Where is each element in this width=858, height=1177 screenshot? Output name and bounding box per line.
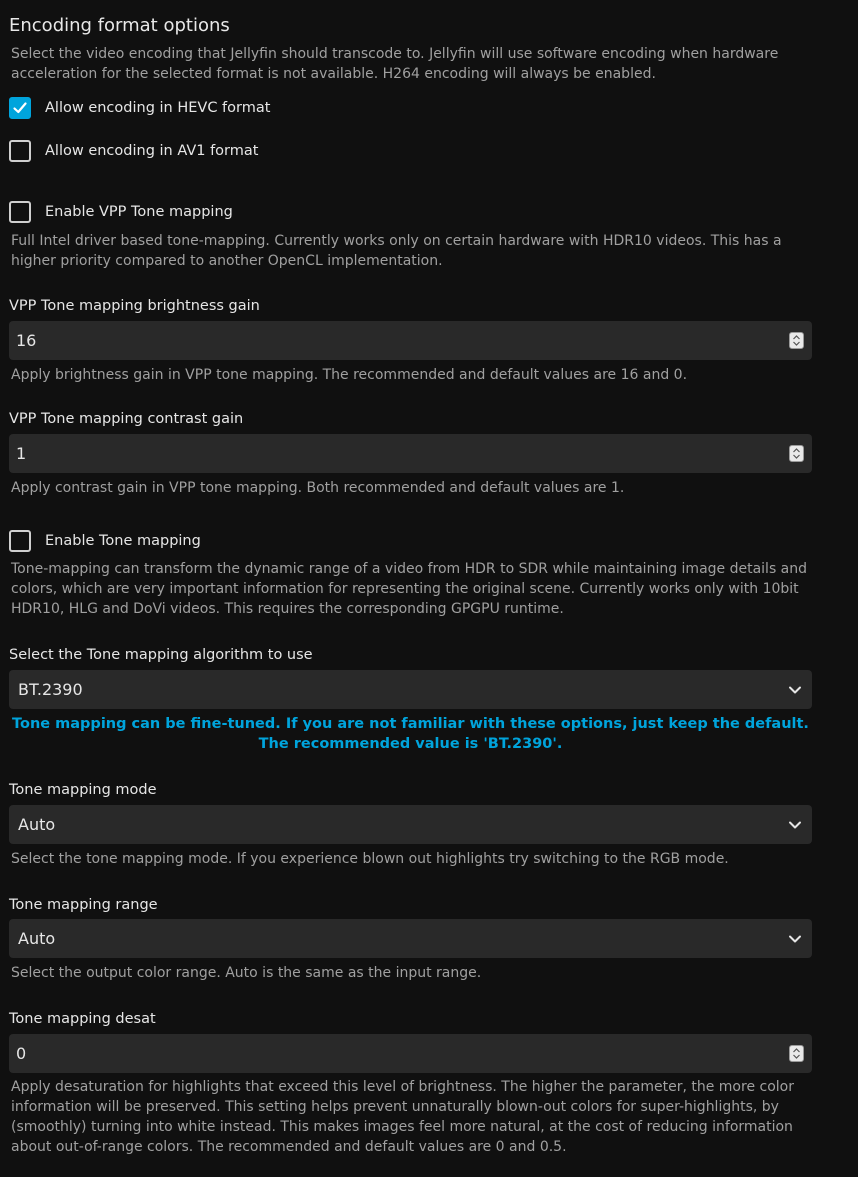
tone-mode-select[interactable] xyxy=(9,805,812,844)
vpp-brightness-input[interactable] xyxy=(9,321,812,360)
av1-checkbox-label: Allow encoding in AV1 format xyxy=(45,143,259,159)
tone-range-label: Tone mapping range xyxy=(9,897,158,913)
tone-range-help: Select the output color range. Auto is the same as the input range. xyxy=(11,965,482,981)
vpp-tone-mapping-checkbox-row[interactable] xyxy=(9,199,233,225)
vpp-contrast-spinner[interactable] xyxy=(789,445,804,462)
vpp-tone-mapping-description: Full Intel driver based tone-mapping. Currently works only on certain hardware with HDR10 videos. This has a higher priority compared to another OpenCL implementation. xyxy=(11,233,782,269)
tone-mapping-checkbox-row[interactable] xyxy=(9,528,201,554)
tone-mapping-description: Tone-mapping can transform the dynamic range of a video from HDR to SDR while maintaining image details and colors, which are very important information for representing the original scene. Currently works only with 10bit HDR10, HLG and DoVi videos. This requires the corresponding GPGPU runtime. xyxy=(11,561,808,617)
tone-desat-spinner[interactable] xyxy=(789,1045,804,1062)
spinner-arrows-icon xyxy=(792,1047,801,1060)
tone-mode-value: Auto xyxy=(18,815,56,834)
tone-desat-value: 0 xyxy=(16,1044,27,1063)
chevron-down-icon xyxy=(788,818,802,832)
vpp-brightness-label: VPP Tone mapping brightness gain xyxy=(9,298,260,314)
spinner-arrows-icon xyxy=(792,447,801,460)
vpp-contrast-value: 1 xyxy=(16,444,27,463)
av1-checkbox-row[interactable] xyxy=(9,138,258,164)
spinner-arrows-icon xyxy=(792,334,801,347)
chevron-down-icon xyxy=(788,932,802,946)
tone-mode-label: Tone mapping mode xyxy=(9,782,157,798)
tone-desat-help: Apply desaturation for highlights that exceed this level of brightness. The higher the parameter, the more color information will be preserved. This setting helps prevent unnaturally blown-out colors for super-highlights, by (smoothly) turning into white instead. This makes images feel more natural, at the cost of reducing information about out-of-range colors. The recommended and default values are 0 and 0.5. xyxy=(11,1079,794,1155)
hevc-checkbox-label: Allow encoding in HEVC format xyxy=(45,100,271,116)
vpp-brightness-value: 16 xyxy=(16,331,37,350)
section-title: Encoding format options xyxy=(9,15,230,36)
tone-mapping-label: Enable Tone mapping xyxy=(45,533,201,549)
tone-range-value: Auto xyxy=(18,929,56,948)
checkmark-icon xyxy=(12,100,28,116)
vpp-brightness-help: Apply brightness gain in VPP tone mapping. The recommended and default values are 16 and 0. xyxy=(11,367,688,383)
vpp-brightness-spinner[interactable] xyxy=(789,332,804,349)
hevc-checkbox-row[interactable] xyxy=(9,95,270,121)
tone-mapping-checkbox[interactable] xyxy=(9,530,31,552)
tone-desat-label: Tone mapping desat xyxy=(9,1011,156,1027)
tone-algorithm-note: Tone mapping can be fine-tuned. If you are not familiar with these options, just keep the default. The recommended value is 'BT.2390'. xyxy=(12,716,809,752)
vpp-tone-mapping-checkbox[interactable] xyxy=(9,201,31,223)
vpp-tone-mapping-label: Enable VPP Tone mapping xyxy=(45,204,233,220)
av1-checkbox[interactable] xyxy=(9,140,31,162)
hevc-checkbox[interactable] xyxy=(9,97,31,119)
vpp-contrast-help: Apply contrast gain in VPP tone mapping. Both recommended and default values are 1. xyxy=(11,480,625,496)
vpp-contrast-input[interactable] xyxy=(9,434,812,473)
tone-desat-input[interactable] xyxy=(9,1034,812,1073)
vpp-contrast-label: VPP Tone mapping contrast gain xyxy=(9,411,244,427)
tone-algorithm-label: Select the Tone mapping algorithm to use xyxy=(9,647,313,663)
tone-range-select[interactable] xyxy=(9,919,812,958)
section-description: Select the video encoding that Jellyfin should transcode to. Jellyfin will use software encoding when hardware acceleration for the selected format is not available. H264 encoding will always be enabled. xyxy=(11,46,779,82)
tone-algorithm-value: BT.2390 xyxy=(18,680,83,699)
tone-algorithm-select[interactable] xyxy=(9,670,812,709)
tone-mode-help: Select the tone mapping mode. If you experience blown out highlights try switching to the RGB mode. xyxy=(11,851,729,867)
chevron-down-icon xyxy=(788,683,802,697)
